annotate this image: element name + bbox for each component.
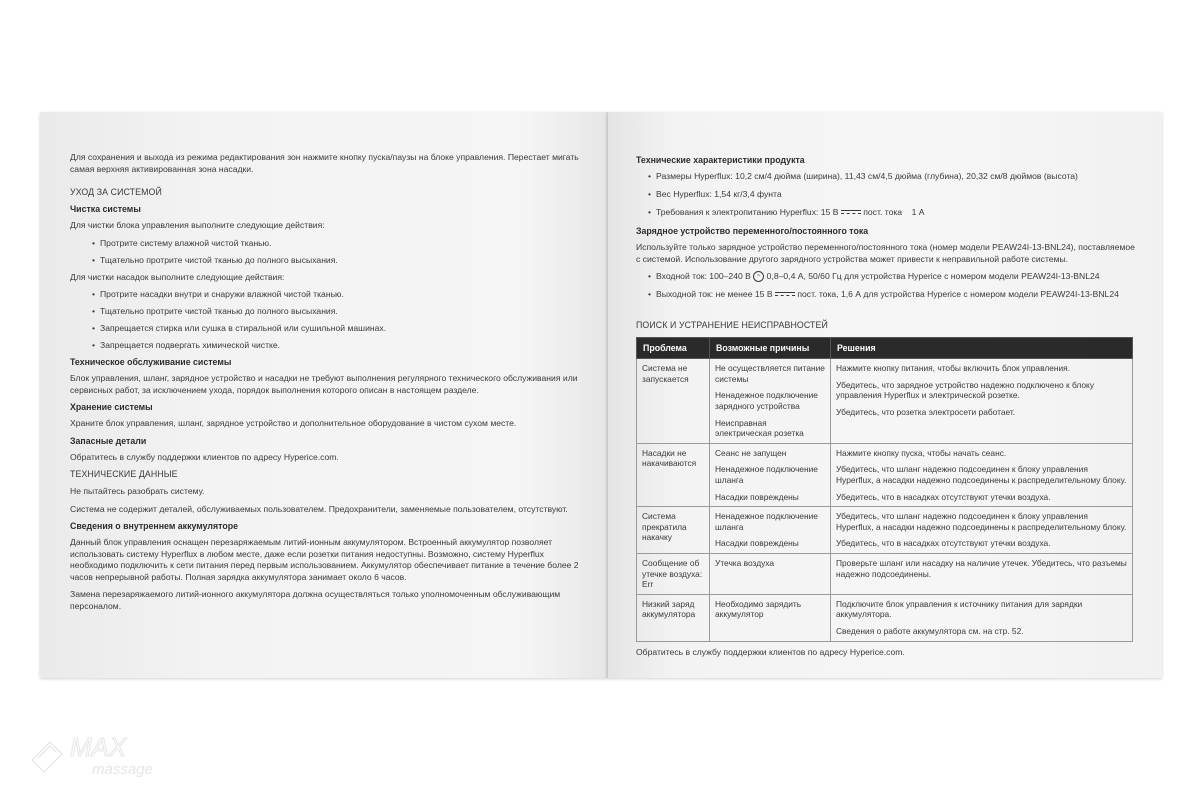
solution-line: Убедитесь, что шланг надежно подсоединен к блоку управления Hyperflux, а насадки надежно подсоединены к распределительному блоку.: [836, 464, 1127, 485]
spec-list: [636, 171, 1136, 218]
causes-cell: [710, 594, 831, 641]
spec-power-prefix: Требования к электропитанию Hyperflux: 15 В: [656, 207, 839, 217]
spec-power-suffix: пост. тока 1 А: [863, 207, 925, 217]
support-text: Обратитесь в службу поддержки клиентов по адресу Hyperice.com.: [636, 646, 905, 657]
column-header: Решения: [831, 338, 1133, 359]
solution-line: Подключите блок управления к источнику питания для зарядки аккумулятора.: [836, 598, 1083, 620]
table-row: [637, 594, 1133, 641]
battery-text-1: Данный блок управления оснащен перезаряжаемым литий-ионным аккумулятором. Встроенный аккумулятор позволяет использовать систему Hyperflux в любом месте, даже если розетки питания недоступны. Возможно, систему Hyperflux необходимо подключить к сети питания перед первым использованием. Аккумулятор обеспечивает питание в течение более 2 часов непрерывной работы. Полная зарядка аккумулятора занимает около 6 часов.: [70, 537, 579, 582]
solution-line: Убедитесь, что шланг надежно подсоединен к блоку управления Hyperflux, а насадки надежно подсоединены к распределительному блоку.: [836, 511, 1127, 532]
solutions-cell: [831, 553, 1133, 594]
table-row: [637, 553, 1133, 594]
list-item: • Протрите насадки внутри и снаружи влажной чистой тканью.: [92, 289, 588, 300]
table-header-row: [637, 338, 1133, 359]
table-row: [637, 443, 1133, 506]
column-header: Проблема: [637, 338, 710, 359]
parts-heading: Запасные детали: [70, 435, 147, 446]
list-item: • Запрещается подвергать химической чистке.: [92, 340, 588, 351]
table-row: [637, 507, 1133, 554]
charger-out-suffix: пост. тока, 1,6 А для устройства Hyperice с номером модели PEAW24I-13-BNL24: [797, 289, 1119, 300]
solution-line: Сведения о работе аккумулятора см. на стр. 52.: [836, 625, 1024, 636]
charger-list: [636, 271, 1136, 300]
solutions-cell: [831, 594, 1133, 641]
watermark-line2: massage: [92, 761, 153, 778]
parts-text: Обратитесь в службу поддержки клиентов по адресу Hyperice.com.: [70, 451, 339, 462]
list-item: • Тщательно протрите чистой тканью до полного высыхания.: [92, 255, 588, 266]
charger-text: Используйте только зарядное устройство переменного/постоянного тока (номер модели PEAW24I-13-BNL24), поставляемое с системой. Использование другого зарядного устройства может привести к неправильной работе системы.: [636, 242, 1135, 264]
solution-line: Убедитесь, что в насадках отсутствуют утечки воздуха.: [836, 491, 1051, 502]
tech-text-2: Система не содержит деталей, обслуживаемых пользователем. Предохранители, заменяемые пользователем, отсутствуют.: [70, 503, 568, 514]
causes-cell: [710, 507, 831, 554]
troubleshooting-table: [636, 337, 1133, 641]
watermark-logo: [22, 722, 192, 782]
cleaning-unit-list: [70, 238, 588, 266]
tech-section-title: ТЕХНИЧЕСКИЕ ДАННЫЕ: [70, 469, 178, 479]
tech-text-1: Не пытайтесь разобрать систему.: [70, 486, 205, 496]
list-item: • Тщательно протрите чистой тканью до полного высыхания.: [92, 306, 588, 317]
problem-cell: Система не запускается: [637, 359, 710, 444]
list-item: [648, 289, 1136, 300]
right-page: [608, 112, 1162, 678]
battery-heading: Сведения о внутреннем аккумуляторе: [70, 521, 238, 531]
solution-line: Убедитесь, что в насадках отсутствуют утечки воздуха.: [836, 538, 1051, 549]
charger-in-prefix: Входной ток: 100–240 В: [656, 271, 751, 281]
solution-line: Нажмите кнопку пуска, чтобы начать сеанс.: [836, 447, 1007, 458]
table-row: [637, 359, 1133, 444]
list-item: • Размеры Hyperflux: 10,2 см/4 дюйма (ширина), 11,43 см/4,5 дюйма (глубина), 20,32 см/8 дюймов (высота): [648, 171, 1136, 182]
problem-cell: Сообщение об утечке воздуха: Err: [637, 553, 710, 594]
cleaning-attachments-list: [70, 289, 588, 351]
left-page: [40, 112, 608, 678]
list-item: • Вес Hyperflux: 1,54 кг/3,4 фунта: [648, 189, 1136, 200]
ac-symbol-icon: ~: [753, 271, 764, 282]
list-item: [648, 271, 1136, 282]
causes-cell: [710, 359, 831, 444]
care-section-title: УХОД ЗА СИСТЕМОЙ: [70, 187, 162, 197]
problem-cell: Низкий заряд аккумулятора: [637, 594, 710, 641]
cause-line: Ненадежное подключение шланга: [715, 464, 818, 485]
maintenance-heading: Техническое обслуживание системы: [70, 357, 232, 367]
watermark-line1: MAX: [70, 732, 127, 762]
cleaning-unit-intro: Для чистки блока управления выполните следующие действия:: [70, 220, 325, 230]
spec-heading: Технические характеристики продукта: [636, 155, 805, 165]
storage-heading: Хранение системы: [70, 402, 153, 412]
cause-line: Ненадежное подключение зарядного устройства: [715, 390, 818, 412]
solutions-cell: [831, 443, 1133, 506]
cause-line: Не осуществляется питание системы: [715, 363, 825, 384]
intro-text: Для сохранения и выхода из режима редактирования зон нажмите кнопку пуска/паузы на блоке управления. Перестает мигать самая верхняя активированная зона насадки.: [70, 152, 579, 174]
cause-line: Сеанс не запущен: [715, 447, 787, 458]
problem-cell: Система прекратила накачку: [637, 507, 710, 554]
trouble-section-title: ПОИСК И УСТРАНЕНИЕ НЕИСПРАВНОСТЕЙ: [636, 320, 828, 331]
cause-line: Необходимо зарядить аккумулятор: [715, 598, 802, 620]
list-item: [648, 207, 1136, 218]
solutions-cell: [831, 359, 1133, 444]
battery-text-2: Замена перезаряжаемого литий-ионного аккумулятора должна осуществляться только уполномоченным обслуживающим персоналом.: [70, 589, 561, 611]
charger-out-prefix: Выходной ток: не менее 15 В: [656, 289, 773, 300]
column-header: Возможные причины: [710, 338, 831, 359]
charger-heading: Зарядное устройство переменного/постоянного тока: [636, 226, 869, 236]
cause-line: Насадки повреждены: [715, 491, 799, 502]
cleaning-attachments-intro: Для чистки насадок выполните следующие действия:: [70, 271, 285, 282]
solutions-cell: [831, 507, 1133, 554]
dc-symbol-icon: [775, 292, 795, 298]
dc-symbol-icon: [841, 210, 861, 216]
problem-cell: Насадки не накачиваются: [637, 443, 710, 506]
cleaning-heading: Чистка системы: [70, 204, 141, 214]
causes-cell: [710, 553, 831, 594]
storage-text: Храните блок управления, шланг, зарядное устройство и дополнительное оборудование в чистом сухом месте.: [70, 418, 517, 428]
causes-cell: [710, 443, 831, 506]
cause-line: Насадки повреждены: [715, 538, 799, 549]
charger-in-suffix: 0,8–0,4 А, 50/60 Гц для устройства Hyperice с номером модели PEAW24I-13-BNL24: [766, 271, 1100, 281]
solution-line: Проверьте шланг или насадку на наличие утечек. Убедитесь, что разъемы надежно подсоединены.: [836, 557, 1127, 579]
solution-line: Убедитесь, что розетка электросети работает.: [836, 407, 1016, 418]
solution-line: Нажмите кнопку питания, чтобы включить блок управления.: [836, 363, 1071, 374]
maintenance-text: Блок управления, шланг, зарядное устройство и насадки не требуют выполнения регулярного технического обслуживания или сервисных работ, за исключением ухода, порядок выполнения которого описан в настоящем разделе.: [70, 373, 578, 395]
list-item: • Запрещается стирка или сушка в стиральной или сушильной машинах.: [92, 323, 588, 334]
list-item: • Протрите систему влажной чистой тканью.: [92, 238, 588, 249]
cause-line: Неисправная электрическая розетка: [715, 417, 804, 439]
solution-line: Убедитесь, что зарядное устройство надежно подключено к блоку управления Hyperflux и электрической розетке.: [836, 379, 1095, 401]
cause-line: Ненадежное подключение шланга: [715, 511, 818, 532]
cause-line: Утечка воздуха: [715, 557, 775, 568]
